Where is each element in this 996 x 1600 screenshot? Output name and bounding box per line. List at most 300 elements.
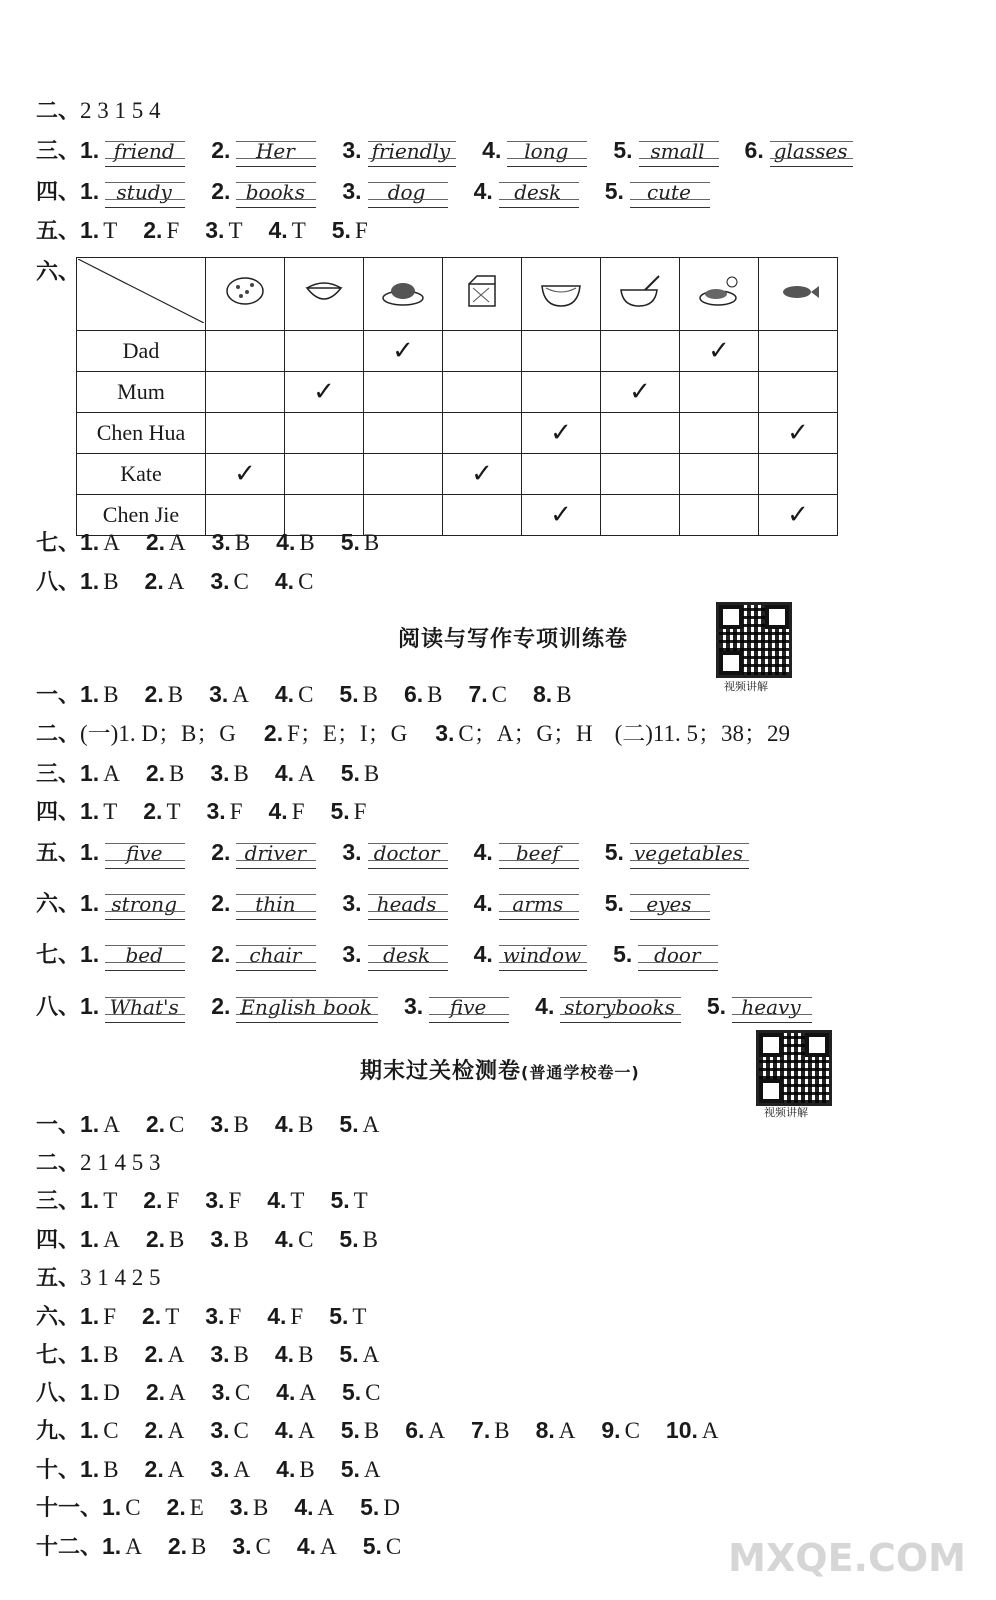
answer-value: B: [103, 1457, 119, 1482]
table-cell: [759, 495, 838, 536]
answer-line-top-7: [36, 528, 379, 558]
handwritten-answer: English book: [236, 993, 378, 1021]
question-number: 3.: [205, 217, 225, 243]
question-number: 3.: [403, 993, 424, 1019]
answer-value: A: [103, 1227, 120, 1252]
handwritten-answer: five: [429, 993, 509, 1021]
question-number: 1.: [80, 217, 100, 243]
question-number: 4.: [276, 529, 296, 555]
handwritten-answer: long: [507, 137, 587, 165]
handwritten-answer: small: [639, 137, 719, 165]
handwritten-answer: beef: [499, 839, 579, 867]
section-number: 十二、: [36, 1535, 103, 1560]
table-cell: [522, 454, 601, 495]
answer-value: B: [363, 530, 380, 555]
table-row: [77, 413, 838, 454]
answer-value: C: [233, 569, 249, 594]
answer-value: T: [352, 1304, 367, 1329]
table-cell: [443, 372, 522, 413]
answer-line-final-11: [36, 1493, 400, 1523]
handwritten-answer: five: [105, 839, 185, 867]
question-number: 4.: [276, 1456, 296, 1482]
answer-value: B: [233, 1227, 249, 1252]
question-number: 5.: [340, 1456, 360, 1482]
table-cell: [285, 372, 364, 413]
question-number: 4.: [274, 681, 295, 707]
handwritten-answer: glasses: [770, 137, 854, 165]
question-number: 1.: [80, 1111, 100, 1137]
table-row: [77, 331, 838, 372]
question-number: 3.: [205, 1303, 225, 1329]
answer-value: B: [362, 1227, 378, 1252]
answer-value: C: [298, 569, 314, 594]
answer-line-final-5: 五、3 1 4 2 5: [36, 1265, 161, 1291]
question-number: 3.: [210, 568, 230, 594]
answer-line-final-4: [36, 1225, 378, 1255]
section-number: 八、: [36, 570, 81, 595]
answer-value: B: [169, 1227, 185, 1252]
answer-line-final-12: [36, 1532, 401, 1562]
answer-value: T: [103, 1188, 118, 1213]
answer-value: C: [169, 1112, 185, 1137]
question-number: 1.: [80, 1303, 100, 1329]
table-cell: [680, 331, 759, 372]
answer-value: B: [298, 1342, 314, 1367]
food-icon-vegetable-plate: [364, 258, 443, 331]
answer-line-top-6: 六、: [36, 260, 81, 285]
question-number: 5.: [604, 839, 624, 865]
answer-value: A: [317, 1495, 335, 1520]
section-number: 七、: [36, 1343, 81, 1368]
question-number: 8.: [533, 681, 553, 707]
question-number: 8.: [535, 1417, 555, 1443]
question-number: 2.: [211, 993, 231, 1019]
answer-value: E: [189, 1495, 204, 1520]
question-number: 4.: [268, 798, 288, 824]
handwritten-answer: driver: [236, 839, 316, 867]
answer-value: B: [298, 1112, 314, 1137]
answer-line-reading-5: [36, 838, 749, 868]
question-number: 4.: [267, 1303, 287, 1329]
question-number: 3.: [211, 529, 231, 555]
handwritten-answer: study: [105, 178, 185, 206]
question-number: 3.: [342, 137, 362, 163]
table-cell: [206, 454, 285, 495]
answer-line-top-5: [36, 216, 368, 246]
question-number: 2.: [145, 1111, 166, 1137]
answer-line-final-6: [36, 1302, 366, 1332]
table-row: [77, 372, 838, 413]
answer-value: D: [383, 1495, 400, 1520]
qr-code-final[interactable]: [756, 1030, 832, 1106]
answer-value: C: [255, 1534, 271, 1559]
section-number: 三、: [36, 139, 81, 164]
check-mark-icon: ✓: [234, 459, 256, 489]
question-number: 2.: [144, 1456, 164, 1482]
question-number: 5.: [339, 1226, 359, 1252]
question-number: 4.: [268, 217, 288, 243]
answer-value: F: [354, 218, 368, 243]
question-number: 2.: [211, 178, 231, 204]
question-number: 5.: [604, 890, 624, 916]
answer-line-reading-6: [36, 889, 710, 919]
question-number: 3.: [210, 1417, 230, 1443]
check-mark-icon: ✓: [392, 336, 414, 366]
question-number: 5.: [339, 1341, 359, 1367]
table-cell: [601, 372, 680, 413]
handwritten-answer: strong: [105, 890, 185, 918]
person-name-cell: Kate: [77, 454, 206, 495]
qr-label-final: 视频讲解: [764, 1106, 808, 1119]
answer-value: B: [299, 1457, 315, 1482]
answer-value: A: [103, 530, 120, 555]
question-number: 3.: [210, 1226, 230, 1252]
section-number: 五、: [36, 219, 81, 244]
food-preference-table: [76, 257, 838, 536]
handwritten-answer: arms: [499, 890, 579, 918]
table-cell: [680, 372, 759, 413]
answer-value: C: [103, 1418, 119, 1443]
section-number: 七、: [36, 943, 81, 968]
question-number: 3.: [342, 178, 362, 204]
handwritten-answer: heads: [368, 890, 448, 918]
handwritten-answer: eyes: [630, 890, 710, 918]
section-title-final: 期末过关检测卷(普通学校卷一): [360, 1059, 640, 1084]
answer-value: T: [291, 218, 306, 243]
answer-value: A: [103, 1112, 120, 1137]
question-number: 10.: [665, 1417, 698, 1443]
answer-line-top-8: [36, 567, 313, 597]
section-number: 一、: [36, 1113, 81, 1138]
answer-value: B: [362, 682, 378, 707]
question-number: 5.: [362, 1533, 382, 1559]
question-number: 1.: [80, 1417, 100, 1443]
answer-value: B: [103, 1342, 119, 1367]
table-corner-cell: [77, 258, 206, 331]
handwritten-answer: door: [638, 941, 718, 969]
answer-line-final-8: [36, 1378, 381, 1408]
food-icon-noodle-bowl: [522, 258, 601, 331]
answer-value: T: [165, 1304, 180, 1329]
answer-value: A: [167, 569, 185, 594]
section-number: 三、: [36, 1189, 81, 1214]
question-number: 1.: [80, 1187, 100, 1213]
question-number: 4.: [274, 1341, 295, 1367]
answer-line-final-9: [36, 1416, 719, 1446]
question-number: 1.: [80, 839, 100, 865]
question-number: 1.: [80, 1379, 100, 1405]
answer-value: D: [103, 1380, 120, 1405]
question-number: 1.: [80, 890, 100, 916]
check-mark-icon: ✓: [313, 377, 335, 407]
question-number: 4.: [482, 137, 502, 163]
table-cell: [285, 331, 364, 372]
answer-value: C: [298, 682, 314, 707]
answer-value: F: [353, 799, 367, 824]
question-number: 6.: [744, 137, 764, 163]
answer-value: A: [362, 1342, 380, 1367]
answer-value: T: [103, 799, 118, 824]
answer-line-reading-2: 二、(一)1. D；B；G 2. F；E；I；G 3. C；A；G；H (二)11. 5；38；29: [36, 720, 791, 747]
answer-value: F: [228, 1304, 242, 1329]
answer-value: B: [363, 761, 380, 786]
table-cell: [601, 454, 680, 495]
answer-value: F: [103, 1304, 116, 1329]
question-number: 4.: [274, 1111, 295, 1137]
question-number: 5.: [340, 1417, 360, 1443]
check-mark-icon: ✓: [787, 418, 809, 448]
question-number: 4.: [274, 760, 295, 786]
handwritten-answer: heavy: [732, 993, 812, 1021]
section-number: 九、: [36, 1419, 81, 1444]
handwritten-answer: friend: [105, 137, 185, 165]
question-number: 3.: [210, 1456, 230, 1482]
table-header-row: [77, 258, 838, 331]
question-number: 7.: [471, 1417, 491, 1443]
question-number: 4.: [274, 1417, 295, 1443]
answer-line-top-4: [36, 177, 710, 207]
question-number: 3.: [210, 760, 230, 786]
question-number: 2.: [211, 890, 231, 916]
question-number: 1.: [80, 1341, 100, 1367]
section-number: 十、: [36, 1458, 81, 1483]
check-mark-icon: ✓: [550, 500, 572, 530]
question-number: 5.: [613, 137, 633, 163]
question-number: 1.: [80, 941, 100, 967]
handwritten-answer: What's: [105, 993, 185, 1021]
question-number: 4.: [267, 1187, 287, 1213]
table-cell: [759, 372, 838, 413]
answer-value: A: [298, 1418, 315, 1443]
question-number: 1.: [102, 1494, 122, 1520]
question-number: 6.: [405, 1417, 425, 1443]
question-number: 2.: [143, 1187, 163, 1213]
question-number: 4.: [473, 839, 493, 865]
answer-value: B: [556, 682, 572, 707]
answer-value: A: [558, 1418, 576, 1443]
section-number: 三、: [36, 762, 81, 787]
answer-value: B: [233, 1112, 249, 1137]
question-number: 5.: [329, 1303, 349, 1329]
qr-code-reading[interactable]: [716, 602, 792, 678]
answer-line-final-3: [36, 1186, 368, 1216]
answer-value: A: [125, 1534, 142, 1559]
answer-value: A: [232, 682, 249, 707]
answer-value: C: [234, 1380, 251, 1405]
question-number: 2.: [144, 1341, 164, 1367]
section-number: 一、: [36, 683, 81, 708]
answer-value: C: [233, 1418, 249, 1443]
question-number: 1.: [80, 1456, 100, 1482]
answer-value: B: [233, 761, 249, 786]
answer-value: F: [229, 799, 243, 824]
handwritten-answer: dog: [368, 178, 448, 206]
check-mark-icon: ✓: [550, 418, 572, 448]
table-cell: [601, 495, 680, 536]
answer-value: C: [365, 1380, 381, 1405]
site-watermark: MXQE.COM: [728, 1536, 966, 1580]
table-cell: [443, 413, 522, 454]
question-number: 3.: [205, 1187, 225, 1213]
handwritten-answer: books: [236, 178, 316, 206]
question-number: 5.: [339, 681, 359, 707]
answer-value: B: [363, 1418, 380, 1443]
person-name-cell: Chen Hua: [77, 413, 206, 454]
table-cell: [522, 413, 601, 454]
question-number: 3.: [229, 1494, 249, 1520]
answer-value: T: [353, 1188, 368, 1213]
question-number: 1.: [80, 1226, 100, 1252]
answer-value: B: [427, 682, 443, 707]
answer-value: A: [103, 761, 120, 786]
check-mark-icon: ✓: [787, 500, 809, 530]
question-number: 4.: [473, 890, 493, 916]
food-icon-fish: [759, 258, 838, 331]
question-number: 2.: [167, 1533, 188, 1559]
answer-value: B: [252, 1495, 269, 1520]
question-number: 5.: [340, 529, 360, 555]
table-cell: [759, 413, 838, 454]
handwritten-answer: desk: [499, 178, 579, 206]
section-title-reading: 阅读与写作专项训练卷: [398, 627, 629, 652]
answer-value: A: [701, 1418, 719, 1443]
question-number: 3.: [232, 1533, 252, 1559]
question-number: 1.: [80, 529, 100, 555]
answer-value: F: [166, 1188, 180, 1213]
table-cell: [285, 454, 364, 495]
table-row: [77, 454, 838, 495]
answer-value: B: [169, 761, 185, 786]
answer-value: C: [125, 1495, 141, 1520]
answer-value: F: [228, 1188, 242, 1213]
question-number: 3.: [210, 1341, 230, 1367]
answer-line-final-7: [36, 1340, 379, 1370]
question-number: 9.: [601, 1417, 621, 1443]
answer-value: B: [234, 530, 251, 555]
question-number: 2.: [144, 568, 164, 594]
answer-value: A: [167, 1418, 185, 1443]
answer-value: A: [320, 1534, 337, 1559]
table-cell: [680, 454, 759, 495]
handwritten-answer: thin: [236, 890, 316, 918]
question-number: 5.: [339, 1111, 359, 1137]
question-number: 3.: [211, 1379, 231, 1405]
question-number: 3.: [342, 839, 362, 865]
question-number: 4.: [274, 568, 295, 594]
table-cell: [601, 413, 680, 454]
answer-value: T: [290, 1188, 305, 1213]
section-number: 七、: [36, 531, 81, 556]
answer-value: B: [103, 569, 119, 594]
answer-value: C: [491, 682, 508, 707]
answer-value: C: [385, 1534, 402, 1559]
question-number: 1.: [102, 1533, 122, 1559]
answer-line-final-2: 二、2 1 4 5 3: [36, 1150, 161, 1176]
handwritten-answer: bed: [105, 941, 185, 969]
question-number: 2.: [166, 1494, 186, 1520]
answer-value: C: [624, 1418, 640, 1443]
answer-value: A: [169, 1380, 186, 1405]
question-number: 2.: [211, 137, 231, 163]
table-cell: [206, 372, 285, 413]
section-number: 四、: [36, 180, 81, 205]
food-icon-cake: [206, 258, 285, 331]
question-number: 4.: [296, 1533, 317, 1559]
answer-value: B: [191, 1534, 207, 1559]
table-cell: [443, 495, 522, 536]
table-cell: [285, 413, 364, 454]
question-number: 3.: [342, 890, 362, 916]
answer-value: A: [363, 1457, 381, 1482]
table-cell: [364, 454, 443, 495]
question-number: 3.: [342, 941, 362, 967]
question-number: 4.: [276, 1379, 296, 1405]
question-number: 5.: [341, 1379, 362, 1405]
table-cell: [680, 495, 759, 536]
question-number: 2.: [143, 798, 163, 824]
answer-value: A: [428, 1418, 446, 1443]
answer-value: B: [103, 682, 119, 707]
answer-value: A: [233, 1457, 251, 1482]
answer-value: T: [228, 218, 243, 243]
handwritten-answer: desk: [368, 941, 448, 969]
table-cell: [443, 454, 522, 495]
person-name-cell: Dad: [77, 331, 206, 372]
answer-line-final-1: [36, 1110, 379, 1140]
answer-value: F: [291, 799, 305, 824]
answer-value: F: [166, 218, 180, 243]
question-number: 1.: [80, 178, 100, 204]
answer-line-reading-4: [36, 797, 366, 827]
table-cell: [522, 372, 601, 413]
answer-value: A: [167, 1457, 185, 1482]
question-number: 2.: [211, 839, 231, 865]
question-number: 2.: [145, 760, 166, 786]
question-number: 4.: [294, 1494, 314, 1520]
qr-label-reading: 视频讲解: [724, 680, 768, 693]
question-number: 2.: [145, 1379, 166, 1405]
answer-value: A: [167, 1342, 185, 1367]
question-number: 5.: [613, 941, 633, 967]
answer-value: T: [166, 799, 181, 824]
question-number: 5.: [330, 798, 350, 824]
question-number: 1.: [80, 760, 100, 786]
answer-value: F: [290, 1304, 304, 1329]
question-number: 3.: [210, 1111, 230, 1137]
check-mark-icon: ✓: [708, 336, 730, 366]
handwritten-answer: Her: [236, 137, 316, 165]
handwritten-answer: window: [499, 941, 587, 969]
question-number: 2.: [145, 529, 166, 555]
question-number: 2.: [144, 681, 164, 707]
question-number: 2.: [145, 1226, 166, 1252]
section-number: 四、: [36, 800, 81, 825]
answer-value: T: [103, 218, 118, 243]
food-icon-rice-bowl: [285, 258, 364, 331]
question-number: 5.: [340, 760, 360, 786]
question-number: 1.: [80, 568, 100, 594]
answer-value: B: [299, 530, 315, 555]
section-number: 六、: [36, 1305, 81, 1330]
table-cell: [443, 331, 522, 372]
table-cell: [206, 331, 285, 372]
question-number: 5.: [706, 993, 727, 1019]
question-number: 4.: [535, 993, 555, 1019]
answer-line-top-3: [36, 136, 853, 166]
table-cell: [364, 413, 443, 454]
question-number: 5.: [604, 178, 624, 204]
table-cell: [522, 495, 601, 536]
